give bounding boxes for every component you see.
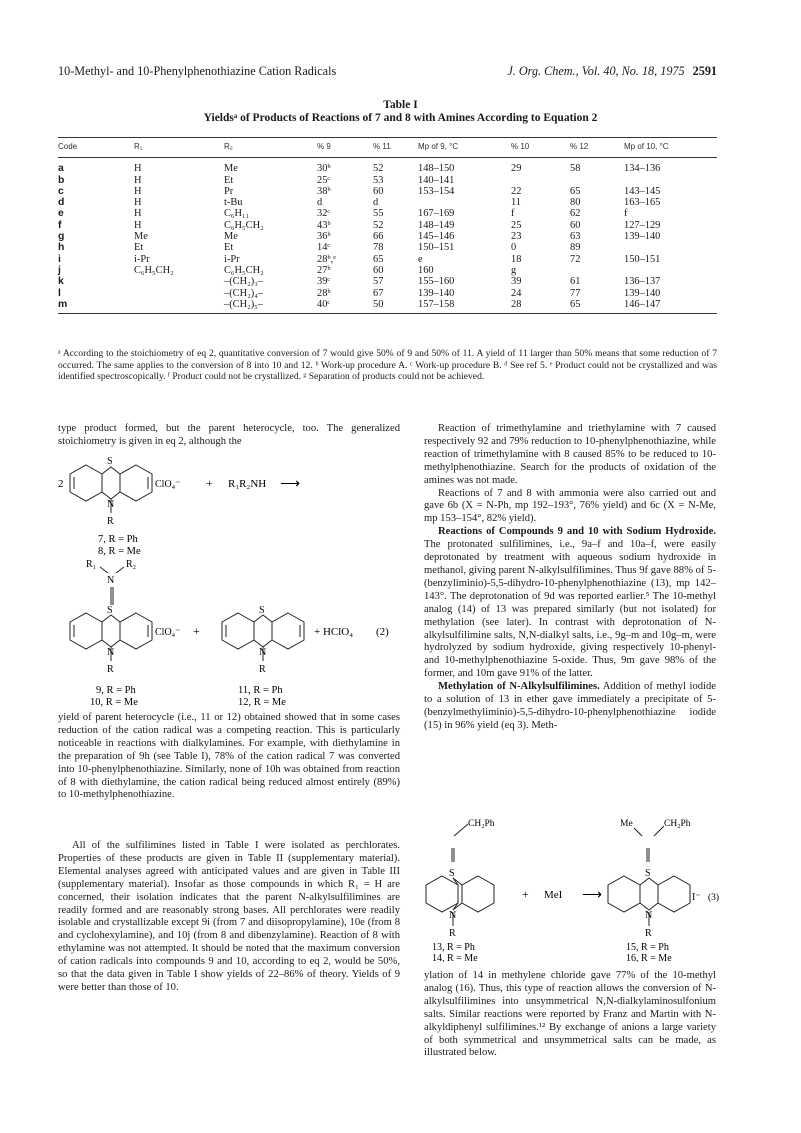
table-cell: 139–140 bbox=[624, 231, 661, 243]
table-cell: 23 bbox=[511, 231, 522, 243]
r1-substituent: R₁ bbox=[86, 559, 97, 570]
table-cell: 11 bbox=[511, 197, 522, 209]
table-row bbox=[58, 299, 717, 314]
table-cell: 52 bbox=[373, 163, 384, 175]
table-cell: 18 bbox=[511, 253, 522, 265]
table-title: Table I bbox=[383, 99, 418, 111]
row-code: e bbox=[58, 208, 64, 220]
table-cell: H bbox=[134, 185, 142, 197]
table-cell bbox=[624, 265, 717, 276]
table-cell: 80 bbox=[570, 197, 581, 209]
table-cell: H bbox=[134, 163, 142, 175]
table-cell: 136–137 bbox=[624, 276, 661, 288]
table-cell bbox=[134, 288, 224, 299]
table-cell: Me bbox=[134, 231, 148, 243]
table-cell: H bbox=[134, 197, 142, 209]
sulfilimine-13-structure bbox=[426, 824, 494, 926]
table-cell: 28 bbox=[511, 299, 570, 314]
right-p1-text: Reaction of trimethylamine and triethylamine with 7 caused respectively 92 and 79% reduction to 10-phenylphenothiazine, while reaction of trimethylamine with 8 caused 85% to be reduced to 10-methylphenothiazine. Search for the products of oxidation of the amines was not made. bbox=[424, 423, 716, 486]
right-p3-text: The protonated sulfilimines, i.e., 9a–f and 10a–f, were easily deprotonated by treatment with aqueous sodium hydroxide in methanol, giving parent N-alkylsulfilimines. Thus 9f gave 88% of 5-(benzyliminio)-5,5-dihydro-10-phenylphenothiazine (13), mp 142–143°. The deprotonation of 9d was reported earlier.⁵ The 10-methyl analog (14) of 13 was prepared similarly (but not isolated) for methylation (see later). In contrast with deprotonation of N-alkylsulfilimine salts, N,N-dialkyl salts, i.e., 9g–m and 10g–m, were hydrolyzed by sodium hydroxide, giving respectively 10-phenyl- and 10-methylphenothiazine 5-oxide. Thus, 9m gave 98% of the former, and 10m gave 91% of the latter. bbox=[424, 539, 716, 680]
table-cell: d bbox=[373, 197, 379, 209]
left-paragraph-3 bbox=[58, 840, 400, 995]
table-cell: 143–145 bbox=[624, 185, 661, 197]
sulfur-atom-15: S bbox=[645, 868, 651, 879]
table-row bbox=[58, 175, 717, 186]
table-cell: 77 bbox=[570, 287, 581, 299]
row-code: h bbox=[58, 242, 65, 254]
table-cell: 160 bbox=[418, 264, 434, 276]
table-cell: 28ᵇ bbox=[317, 287, 331, 299]
table-cell: 14ᶜ bbox=[317, 242, 331, 254]
row-code: l bbox=[58, 287, 61, 299]
table-cell: H bbox=[134, 208, 142, 220]
table-cell: Me bbox=[224, 231, 238, 243]
table-cell: C₆H₁₁ bbox=[224, 208, 250, 220]
table-row bbox=[58, 208, 717, 219]
right-p4 bbox=[424, 681, 716, 733]
table-cell: 50 bbox=[373, 299, 418, 314]
table-cell: 53 bbox=[373, 174, 384, 186]
running-header-title: 10-Methyl- and 10-Phenylphenothiazine Cation Radicals bbox=[58, 64, 337, 78]
table-row bbox=[58, 242, 717, 253]
table-cell: 148–150 bbox=[418, 163, 455, 175]
table-cell: –(CH₂)₄– bbox=[224, 287, 263, 299]
table-cell: 38ᵇ bbox=[317, 185, 331, 197]
equation-2-figure bbox=[58, 455, 403, 725]
table-cell: 62 bbox=[570, 208, 581, 220]
table-row bbox=[58, 288, 717, 299]
table-header-row bbox=[58, 138, 717, 158]
amine-reagent: R₁R₂NH bbox=[228, 478, 267, 490]
label-10: 10, R = Me bbox=[90, 697, 138, 708]
table-cell: 89 bbox=[570, 242, 581, 254]
table-cell: 72 bbox=[570, 253, 581, 265]
table-cell bbox=[511, 175, 570, 186]
table-row bbox=[58, 276, 717, 287]
row-code: f bbox=[58, 219, 62, 231]
table-row bbox=[58, 158, 717, 175]
right-p4-text: Addition of methyl iodide to a solution of 13 in ether gave immediately a precipitate of 5-(benzylmethyliminio)-5,5-dihydro-10-phenylphenothiazine iodide (15) in 96% yield (eq 3). Meth- bbox=[424, 681, 717, 731]
page-number: 2591 bbox=[692, 64, 717, 78]
plus-sign-2: + bbox=[193, 624, 200, 638]
table-cell: 155–160 bbox=[418, 276, 455, 288]
row-code: i bbox=[58, 253, 61, 265]
table-cell: 52 bbox=[373, 219, 384, 231]
running-header-journal bbox=[507, 64, 717, 79]
table-row bbox=[58, 231, 717, 242]
left-p1-text: type product formed, but the parent heterocycle, too. The generalized stoichiometry is given in eq 2, although the bbox=[58, 423, 400, 447]
table-cell: C₆H₅CH₂ bbox=[134, 264, 174, 276]
sulfur-atom-7: S bbox=[107, 456, 113, 467]
table-cell bbox=[624, 242, 717, 253]
equation-3-figure bbox=[424, 814, 724, 962]
table-cell: 150–151 bbox=[624, 253, 661, 265]
table-cell: 65 bbox=[373, 253, 384, 265]
table-cell: 30ᵇ bbox=[317, 163, 331, 175]
r-substituent-15: R bbox=[645, 928, 652, 939]
table-cell: 57 bbox=[373, 276, 384, 288]
label-13: 13, R = Ph bbox=[432, 942, 475, 953]
column-header: R₁ bbox=[134, 138, 224, 158]
table-cell: Et bbox=[134, 242, 144, 254]
plus-sign-1: + bbox=[206, 476, 213, 490]
right-paragraph-5 bbox=[424, 970, 716, 1060]
r-substituent-9: R bbox=[107, 664, 114, 675]
table-cell: Pr bbox=[224, 185, 234, 197]
reaction-arrow-3: ⟶ bbox=[582, 888, 603, 903]
row-code: g bbox=[58, 231, 65, 243]
row-code: m bbox=[58, 299, 134, 314]
table-cell: f bbox=[511, 208, 515, 220]
label-12: 12, R = Me bbox=[238, 697, 286, 708]
row-code: b bbox=[58, 174, 65, 186]
table-row bbox=[58, 254, 717, 265]
table-cell: 66 bbox=[373, 231, 384, 243]
methyl-iodide: MeI bbox=[544, 889, 563, 901]
table-cell: 65 bbox=[570, 185, 581, 197]
ch2ph-15: CH₂Ph bbox=[664, 819, 691, 829]
table-caption: Yieldsᵃ of Products of Reactions of 7 and 8 with Amines According to Equation 2 bbox=[203, 112, 598, 124]
table-cell: 39ᶜ bbox=[317, 276, 331, 288]
table-cell: 28ᵇ,ᵉ bbox=[317, 253, 336, 265]
table-cell: 167–169 bbox=[418, 208, 455, 220]
table-cell: 134–136 bbox=[624, 163, 661, 175]
sulfur-atom-11: S bbox=[259, 605, 265, 616]
nitrogen-atom-15: N bbox=[645, 910, 653, 921]
table-cell: 22 bbox=[511, 185, 522, 197]
table-cell: e bbox=[418, 253, 423, 265]
label-7: 7, R = Ph bbox=[98, 534, 138, 545]
table-cell: 40ᶜ bbox=[317, 299, 373, 314]
perchlorate-anion-7: ClO₄⁻ bbox=[155, 479, 181, 490]
eq2-coefficient: 2 bbox=[58, 478, 64, 490]
table-cell: Et bbox=[224, 242, 234, 254]
nitrogen-atom-7: N bbox=[107, 499, 115, 510]
table-cell: t-Bu bbox=[224, 197, 243, 209]
left-p3-text: All of the sulfilimines listed in Table I were isolated as perchlorates. Properties of these products are given in Table II (supplementary material). Elemental analyses agreed with anticipated values and are given in Table III (supplementary material). Insofar as those compounds in which R₁ = H are concerned, their isolation indicates that the parent N-alkylsulfilimines are readily formed and are reasonably strong bases. All perchlorates were readily isolable and crystallizable except 9i (from 7 and diisopropylamine), 10e (from 8 and cyclohexylamine), and 10j (from 8 and dibenzylamine). Reaction of 8 with ethylamine was not attempted. It should be noted that the maximum conversion of cation radicals into compounds 9 and 10, according to eq 2, would be 50%, so that the data given in Table I show yields of 22–86% of theory. Yields of 9 were better than those of 10. bbox=[58, 840, 400, 993]
iodide-anion: I⁻ bbox=[692, 892, 701, 903]
table-cell bbox=[134, 276, 224, 287]
column-header: % 12 bbox=[570, 138, 624, 158]
table-cell: d bbox=[317, 197, 323, 209]
table-cell: H bbox=[134, 219, 142, 231]
journal-citation: J. Org. Chem., Vol. 40, No. 18, 1975 bbox=[507, 64, 685, 78]
left-p2-text: yield of parent heterocycle (i.e., 11 or 12) obtained showed that in some cases reduction of the cation radical was a competing reaction. This is particularly noticeable in reactions with dialkylamines. For example, with diethylamine in the preparation of 9h (see Table I), 78% of the cation radical 7 was converted into 10-phenylphenothiazine. Similarly, none of 10h was obtained from reaction of 8 with diethylamine, the cation radical being reduced almost entirely (89%) to 10-methylphenothiazine. bbox=[58, 712, 400, 801]
table-cell: H bbox=[134, 174, 142, 186]
table-cell: Me bbox=[224, 163, 238, 175]
table-cell: 127–129 bbox=[624, 219, 661, 231]
table-cell: 60 bbox=[373, 264, 384, 276]
column-header: % 11 bbox=[373, 138, 418, 158]
column-header: R₂ bbox=[224, 138, 317, 158]
equation-3-number: (3) bbox=[708, 893, 720, 903]
section-heading-methylation: Methylation of N-Alkylsulfilimines. bbox=[438, 681, 600, 693]
left-paragraph-1 bbox=[58, 423, 400, 449]
perchlorate-anion-9: ClO₄⁻ bbox=[155, 627, 181, 638]
table-cell: 139–140 bbox=[624, 287, 661, 299]
table-cell: 27ᵇ bbox=[317, 264, 331, 276]
column-header: Code bbox=[58, 138, 134, 158]
label-15: 15, R = Ph bbox=[626, 942, 669, 953]
nitrogen-atom-13: N bbox=[449, 910, 457, 921]
table-cell: i-Pr bbox=[224, 253, 240, 265]
methyl-15: Me bbox=[620, 819, 633, 829]
table-cell: 139–140 bbox=[418, 287, 455, 299]
row-code: j bbox=[58, 264, 61, 276]
column-header: Mp of 9, °C bbox=[418, 138, 511, 158]
table-cell: 145–146 bbox=[418, 231, 455, 243]
table-cell: 25 bbox=[511, 219, 522, 231]
label-9: 9, R = Ph bbox=[96, 685, 136, 696]
column-header: % 9 bbox=[317, 138, 373, 158]
table-cell: 153–154 bbox=[418, 185, 455, 197]
table-cell bbox=[624, 175, 717, 186]
table-cell: 78 bbox=[373, 242, 384, 254]
table-cell bbox=[418, 197, 511, 208]
row-code: c bbox=[58, 185, 64, 197]
nitrogen-atom-9: N bbox=[107, 647, 115, 658]
column-header: % 10 bbox=[511, 138, 570, 158]
table-cell: 36ᵇ bbox=[317, 231, 331, 243]
ch2ph-13: CH₂Ph bbox=[468, 819, 495, 829]
row-code: k bbox=[58, 276, 64, 288]
row-code: a bbox=[58, 163, 64, 175]
table-row bbox=[58, 186, 717, 197]
table-cell: 39 bbox=[511, 276, 522, 288]
nitrogen-imine-9: N bbox=[107, 575, 115, 586]
table-row bbox=[58, 220, 717, 231]
yields-table bbox=[58, 137, 717, 314]
table-cell: 61 bbox=[570, 276, 581, 288]
table-cell bbox=[134, 299, 224, 314]
label-11: 11, R = Ph bbox=[238, 685, 283, 696]
table-cell: 157–158 bbox=[418, 299, 511, 314]
table-cell: f bbox=[624, 208, 628, 220]
table-cell: C₆H₅CH₂ bbox=[224, 219, 264, 231]
label-16: 16, R = Me bbox=[626, 953, 672, 962]
table-cell: 24 bbox=[511, 287, 522, 299]
table-row bbox=[58, 197, 717, 208]
table-cell: –(CH₂)₅– bbox=[224, 299, 317, 314]
perchloric-acid: + HClO₄ bbox=[314, 626, 354, 638]
table-cell: 60 bbox=[570, 219, 581, 231]
sulfur-atom-9: S bbox=[107, 605, 113, 616]
table-cell: 58 bbox=[570, 163, 581, 175]
table-cell: i-Pr bbox=[134, 253, 150, 265]
r-substituent-13: R bbox=[449, 928, 456, 939]
reaction-arrow-2: ⟶ bbox=[280, 477, 301, 492]
label-8: 8, R = Me bbox=[98, 546, 141, 557]
r2-substituent: R₂ bbox=[126, 559, 137, 570]
table-cell bbox=[570, 265, 624, 276]
table-cell: 67 bbox=[373, 287, 384, 299]
right-p5-text: ylation of 14 in methylene chloride gave 77% of the 10-methyl analog (16). Thus, this type of reaction allows the conversion of N-alkylsulfilimines into unsymmetrical N,N-dialkylaminosulfonium salts. Similar reactions were reported by Franz and Martin with N-alkyldiphenyl sulfilimines.¹² By exchange of anions a large variety of both symmetrical and unsymmetrical salts can be made, as illustrated below. bbox=[424, 970, 716, 1059]
table-cell: 163–165 bbox=[624, 197, 661, 209]
table-cell: C₆H₅CH₂ bbox=[224, 264, 264, 276]
table-cell: –(CH₂)₃– bbox=[224, 276, 263, 288]
table-cell: 32ᶜ bbox=[317, 208, 331, 220]
table-cell: 60 bbox=[373, 185, 384, 197]
table-cell: 146–147 bbox=[624, 299, 717, 314]
table-cell: 0 bbox=[511, 242, 517, 254]
plus-sign-3: + bbox=[522, 887, 529, 901]
sulfur-atom-13: S bbox=[449, 868, 455, 879]
table-cell bbox=[570, 175, 624, 186]
table-cell: 25ᶜ bbox=[317, 174, 331, 186]
equation-2-number: (2) bbox=[376, 626, 389, 638]
table-cell: 150–151 bbox=[418, 242, 455, 254]
column-header: Mp of 10, °C bbox=[624, 138, 717, 158]
table-cell: 148–149 bbox=[418, 219, 455, 231]
table-cell: 140–141 bbox=[418, 174, 455, 186]
row-code: d bbox=[58, 197, 65, 209]
nitrogen-atom-11: N bbox=[259, 647, 267, 658]
table-cell: 65 bbox=[570, 299, 624, 314]
left-paragraph-2 bbox=[58, 712, 400, 802]
table-cell: Et bbox=[224, 174, 234, 186]
table-cell: g bbox=[511, 264, 517, 276]
r-substituent-11: R bbox=[259, 664, 266, 675]
section-heading-hydroxide: Reactions of Compounds 9 and 10 with Sodium Hydroxide. bbox=[438, 526, 716, 538]
r-substituent-7: R bbox=[107, 516, 114, 527]
label-14: 14, R = Me bbox=[432, 953, 478, 962]
right-p2-text: Reactions of 7 and 8 with ammonia were also carried out and gave 6b (X = N-Ph, mp 192–193°, 76% yield) and 6c (X = N-Me, mp 153–154°, 82% yield). bbox=[424, 487, 716, 525]
right-p3 bbox=[424, 526, 716, 681]
table-cell: 55 bbox=[373, 208, 384, 220]
table-cell: 29 bbox=[511, 163, 522, 175]
table-row bbox=[58, 265, 717, 276]
right-column-top bbox=[424, 423, 716, 733]
table-cell: 43ᵇ bbox=[317, 219, 331, 231]
table-cell: 63 bbox=[570, 231, 581, 243]
table-footnotes: ᵃ According to the stoichiometry of eq 2, quantitative conversion of 7 would give 50% of 9 and 50% of 11. A yield of 11 larger than 50% means that some reduction of 7 occurred. The same applies to the conversion of 8 into 10 and 12. ᵇ Work-up procedure A. ᶜ Work-up procedure B. ᵈ See ref 5. ᵉ Product could not be crystallized and was identified spectroscopically. ᶠ Product could not be crystallized. ᵍ Separation of products could not be achieved. bbox=[58, 348, 717, 383]
